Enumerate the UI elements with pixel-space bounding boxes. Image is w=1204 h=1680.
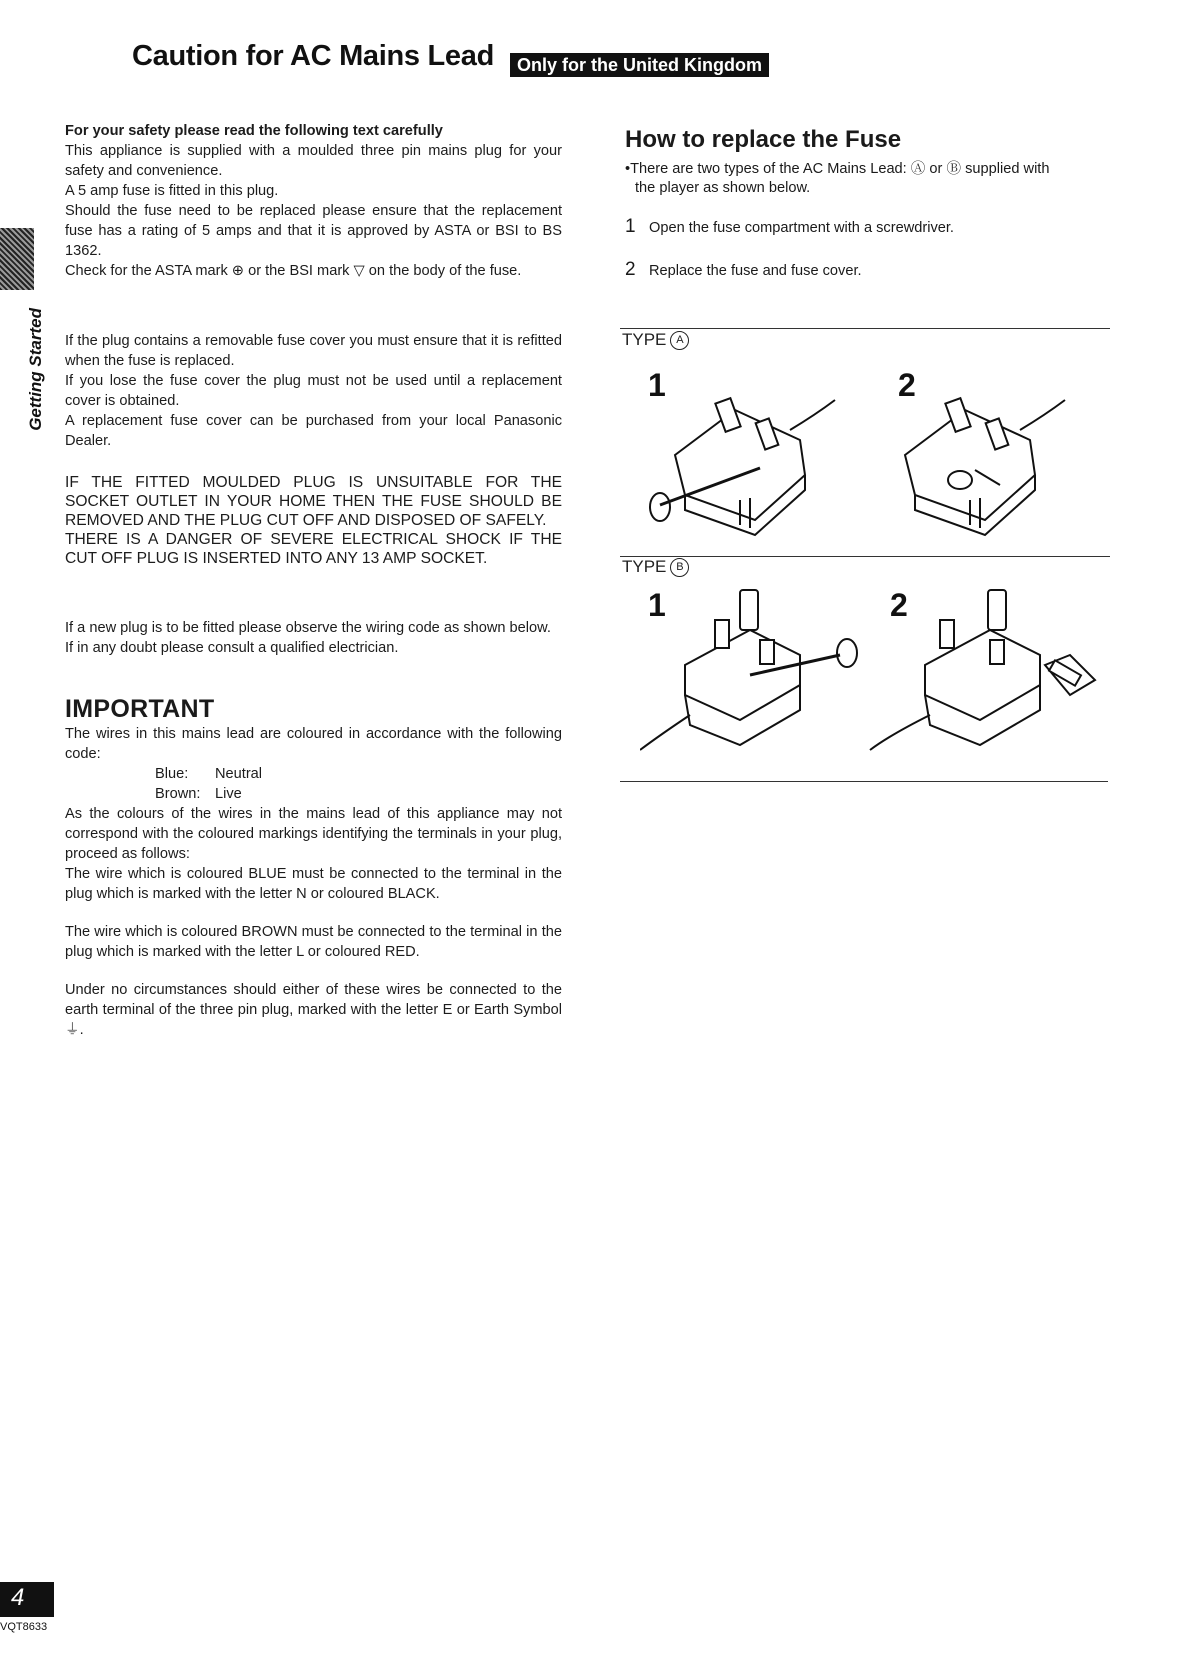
figure-number: 1 (648, 587, 666, 623)
safety-heading: For your safety please read the following text carefully (65, 123, 443, 139)
wire-code-brown (65, 784, 562, 804)
fuse-cover-paragraph: A replacement fuse cover can be purchased from your local Panasonic Dealer. (65, 413, 562, 449)
step-1 (625, 216, 954, 238)
important-paragraph: As the colours of the wires in the mains lead of this appliance may not correspond with the coloured markings identifying the terminals in your plug, proceed as follows: (65, 806, 562, 862)
fuse-cover-paragraph: If you lose the fuse cover the plug must not be used until a replacement cover is obtained. (65, 373, 562, 409)
wire-code-value: Neutral (215, 766, 263, 782)
important-paragraph: The wire which is coloured BLUE must be connected to the terminal in the plug which is marked with the letter N or coloured BLACK. (65, 866, 562, 902)
step-number: 1 (625, 216, 636, 237)
new-plug-section (65, 618, 562, 658)
plug-warning-section (65, 473, 562, 568)
page-number-box (0, 1582, 54, 1617)
divider (620, 781, 1108, 782)
page-number: 4 (11, 1584, 25, 1611)
safety-paragraph: This appliance is supplied with a moulded three pin mains plug for your safety and convenience. (65, 143, 562, 179)
divider (620, 328, 1110, 329)
important-paragraph: The wire which is coloured BROWN must be connected to the terminal in the plug which is marked with the letter L or coloured RED. (65, 924, 562, 960)
safety-paragraph: Check for the ASTA mark ⊕ or the BSI mark ▽ on the body of the fuse. (65, 263, 522, 279)
important-paragraph: Under no circumstances should either of these wires be connected to the earth terminal of the three pin plug, marked with the letter E or Earth Symbol ⏚. (65, 982, 562, 1038)
wire-code-value: Live (215, 786, 242, 802)
type-label-text: TYPE (622, 557, 667, 576)
fuse-cover-paragraph: If the plug contains a removable fuse cover you must ensure that it is refitted when the fuse is replaced. (65, 333, 562, 369)
type-a-label (622, 330, 689, 350)
plug-a-step1-drawing (650, 398, 835, 535)
side-tab-label: Getting Started (26, 308, 45, 431)
wire-code-key: Blue: (155, 766, 189, 782)
document-code: VQT8633 (0, 1621, 48, 1633)
type-b-label (622, 557, 689, 577)
type-b-illustration (640, 585, 1110, 775)
step-2 (625, 259, 862, 281)
step-text: Open the fuse compartment with a screwdriver. (649, 220, 954, 236)
warning-paragraph: THERE IS A DANGER OF SEVERE ELECTRICAL SHOCK IF THE CUT OFF PLUG IS INSERTED INTO ANY 13 AMP SOCKET. (65, 531, 562, 567)
safety-paragraph: Should the fuse need to be replaced please ensure that the replacement fuse has a rating of 5 amps and that it is approved by ASTA or BSI to BS 1362. (65, 203, 562, 259)
plug-b-step1-drawing (640, 590, 857, 750)
region-badge: Only for the United Kingdom (510, 53, 769, 77)
wire-code-key: Brown: (155, 786, 201, 802)
important-paragraph: The wires in this mains lead are coloured in accordance with the following code: (65, 726, 562, 762)
figure-number: 2 (898, 367, 916, 403)
side-tab-pattern (0, 228, 34, 290)
figure-number: 1 (648, 367, 666, 403)
wire-code-blue (65, 764, 562, 784)
type-a-illustration (640, 360, 1110, 550)
fuse-intro-line: the player as shown below. (635, 180, 811, 196)
step-text: Replace the fuse and fuse cover. (649, 263, 862, 279)
fuse-cover-section (65, 331, 562, 451)
step-number: 2 (625, 259, 636, 280)
type-b-mark: B (670, 558, 689, 577)
fuse-heading: How to replace the Fuse (625, 126, 902, 153)
plug-a-step2-drawing (905, 398, 1065, 535)
new-plug-paragraph: If a new plug is to be fitted please observe the wiring code as shown below. (65, 620, 551, 636)
important-heading: IMPORTANT (65, 695, 215, 723)
safety-section (65, 141, 562, 281)
type-a-mark: A (670, 331, 689, 350)
fuse-intro-line: •There are two types of the AC Mains Lead: Ⓐ or Ⓑ supplied with (625, 161, 1050, 177)
warning-paragraph: IF THE FITTED MOULDED PLUG IS UNSUITABLE FOR THE SOCKET OUTLET IN YOUR HOME THEN THE FUSE SHOULD BE REMOVED AND THE PLUG CUT OFF AND DISPOSED OF SAFELY. (65, 474, 562, 529)
divider (620, 556, 1110, 557)
fuse-intro (625, 160, 1115, 198)
type-label-text: TYPE (622, 330, 667, 349)
new-plug-paragraph: If in any doubt please consult a qualified electrician. (65, 640, 399, 656)
page-title: Caution for AC Mains Lead (132, 40, 494, 72)
safety-paragraph: A 5 amp fuse is fitted in this plug. (65, 183, 279, 199)
figure-number: 2 (890, 587, 908, 623)
important-section (65, 724, 562, 1040)
